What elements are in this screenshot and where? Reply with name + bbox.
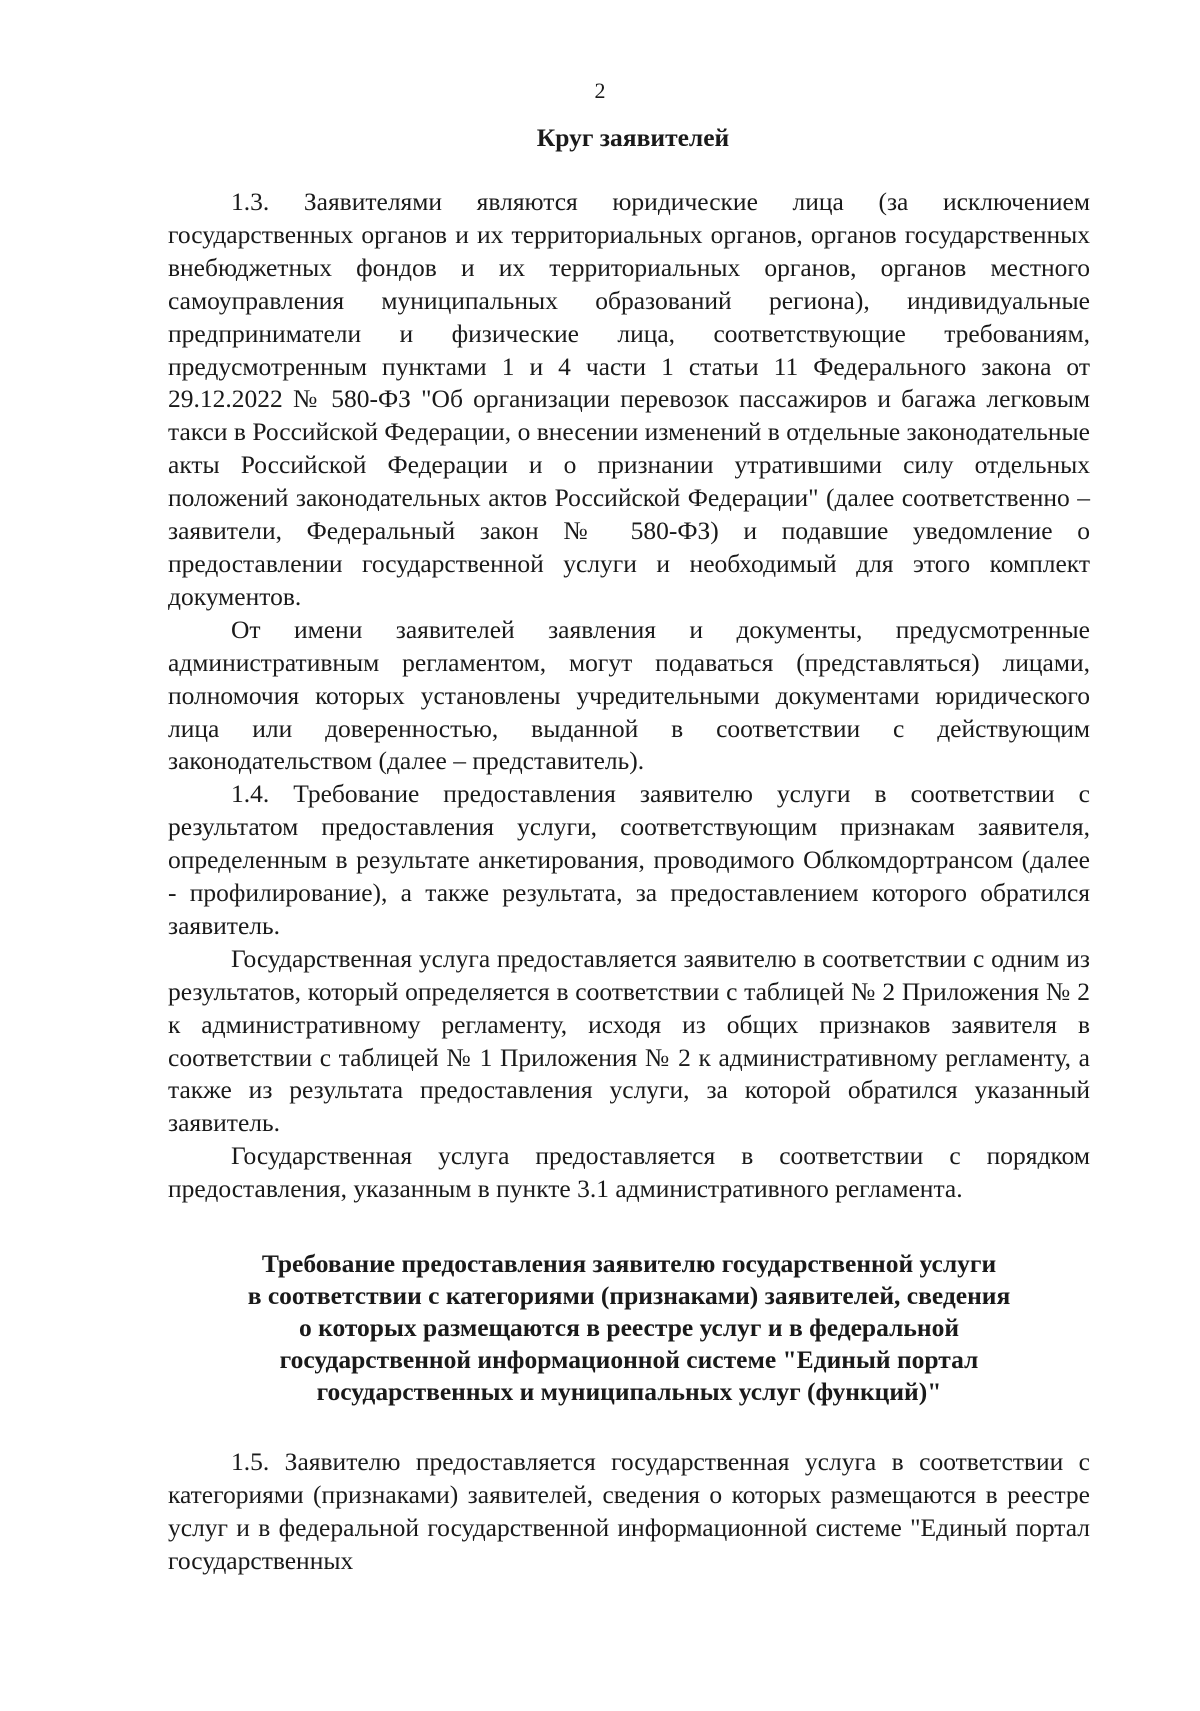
paragraph-representatives: От имени заявителей заявления и документы, предусмотренные административным регламентом, могут подаваться (представляться) лицами, полномочия которых установлены учредительными документами юридического лица или доверенностью, выданной в соответствии с действующим законодательством (далее – представитель). xyxy=(168,614,1090,776)
page-number: 2 xyxy=(594,78,606,103)
section-title-line: о которых размещаются в реестре услуг и в федеральной xyxy=(298,1313,960,1343)
paragraph-1-4: 1.4. Требование предоставления заявителю услуги в соответствии с результатом предоставления услуги, соответствующим признакам заявителя, определенным в результате анкетирования, проводимого Облкомдортрансом (далее - профилирование), а также результата, за предоставлением которого обратился заявитель. xyxy=(168,779,1090,940)
paragraph-1-5: 1.5. Заявителю предоставляется государственная услуга в соответствии с категориями (признаками) заявителей, сведения о которых размещаются в реестре услуг и в федеральной государственной информационной системе "Единый портал государственных xyxy=(168,1447,1090,1575)
section-title-line: Требование предоставления заявителю государственной услуги xyxy=(261,1249,997,1279)
section-title-requirements xyxy=(168,1248,1090,1408)
section-title-line: в соответствии с категориями (признаками) заявителей, сведения xyxy=(247,1281,1011,1311)
section-title-applicants: Круг заявителей xyxy=(536,123,730,152)
paragraph-service-result: Государственная услуга предоставляется заявителю в соответствии с одним из результатов, который определяется в соответствии с таблицей № 2 Приложения № 2 к административному регламенту, исходя из общих признаков заявителя в соответствии с таблицей № 1 Приложения № 2 к административному регламенту, а также из результата предоставления услуги, за которой обратился указанный заявитель. xyxy=(168,943,1090,1138)
paragraph-1-3: 1.3. Заявителями являются юридические лица (за исключением государственных органов и их территориальных органов, органов государственных внебюджетных фондов и их территориальных органов, органов местного самоуправления муниципальных образований региона), индивидуальные предприниматели и физические лица, соответствующие требованиям, предусмотренным пунктами 1 и 4 части 1 статьи 11 Федерального закона от 29.12.2022 № 580-ФЗ "Об организации перевозок пассажиров и багажа легковым такси в Российской Федерации, о внесении изменений в отдельные законодательные акты Российской Федерации и о признании утратившими силу отдельных положений законодательных актов Российской Федерации" (далее соответственно – заявители, Федеральный закон № 580-ФЗ) и подавшие уведомление о предоставлении государственной услуги и необходимый для этого комплект документов. xyxy=(168,187,1090,611)
section-title-line: государственной информационной системе "Единый портал xyxy=(279,1345,979,1375)
section-title-line: государственных и муниципальных услуг (функций)" xyxy=(316,1377,942,1407)
paragraph-service-order: Государственная услуга предоставляется в соответствии с порядком предоставления, указанным в пункте 3.1 административного регламента. xyxy=(168,1141,1090,1204)
document-body xyxy=(168,122,1090,1578)
